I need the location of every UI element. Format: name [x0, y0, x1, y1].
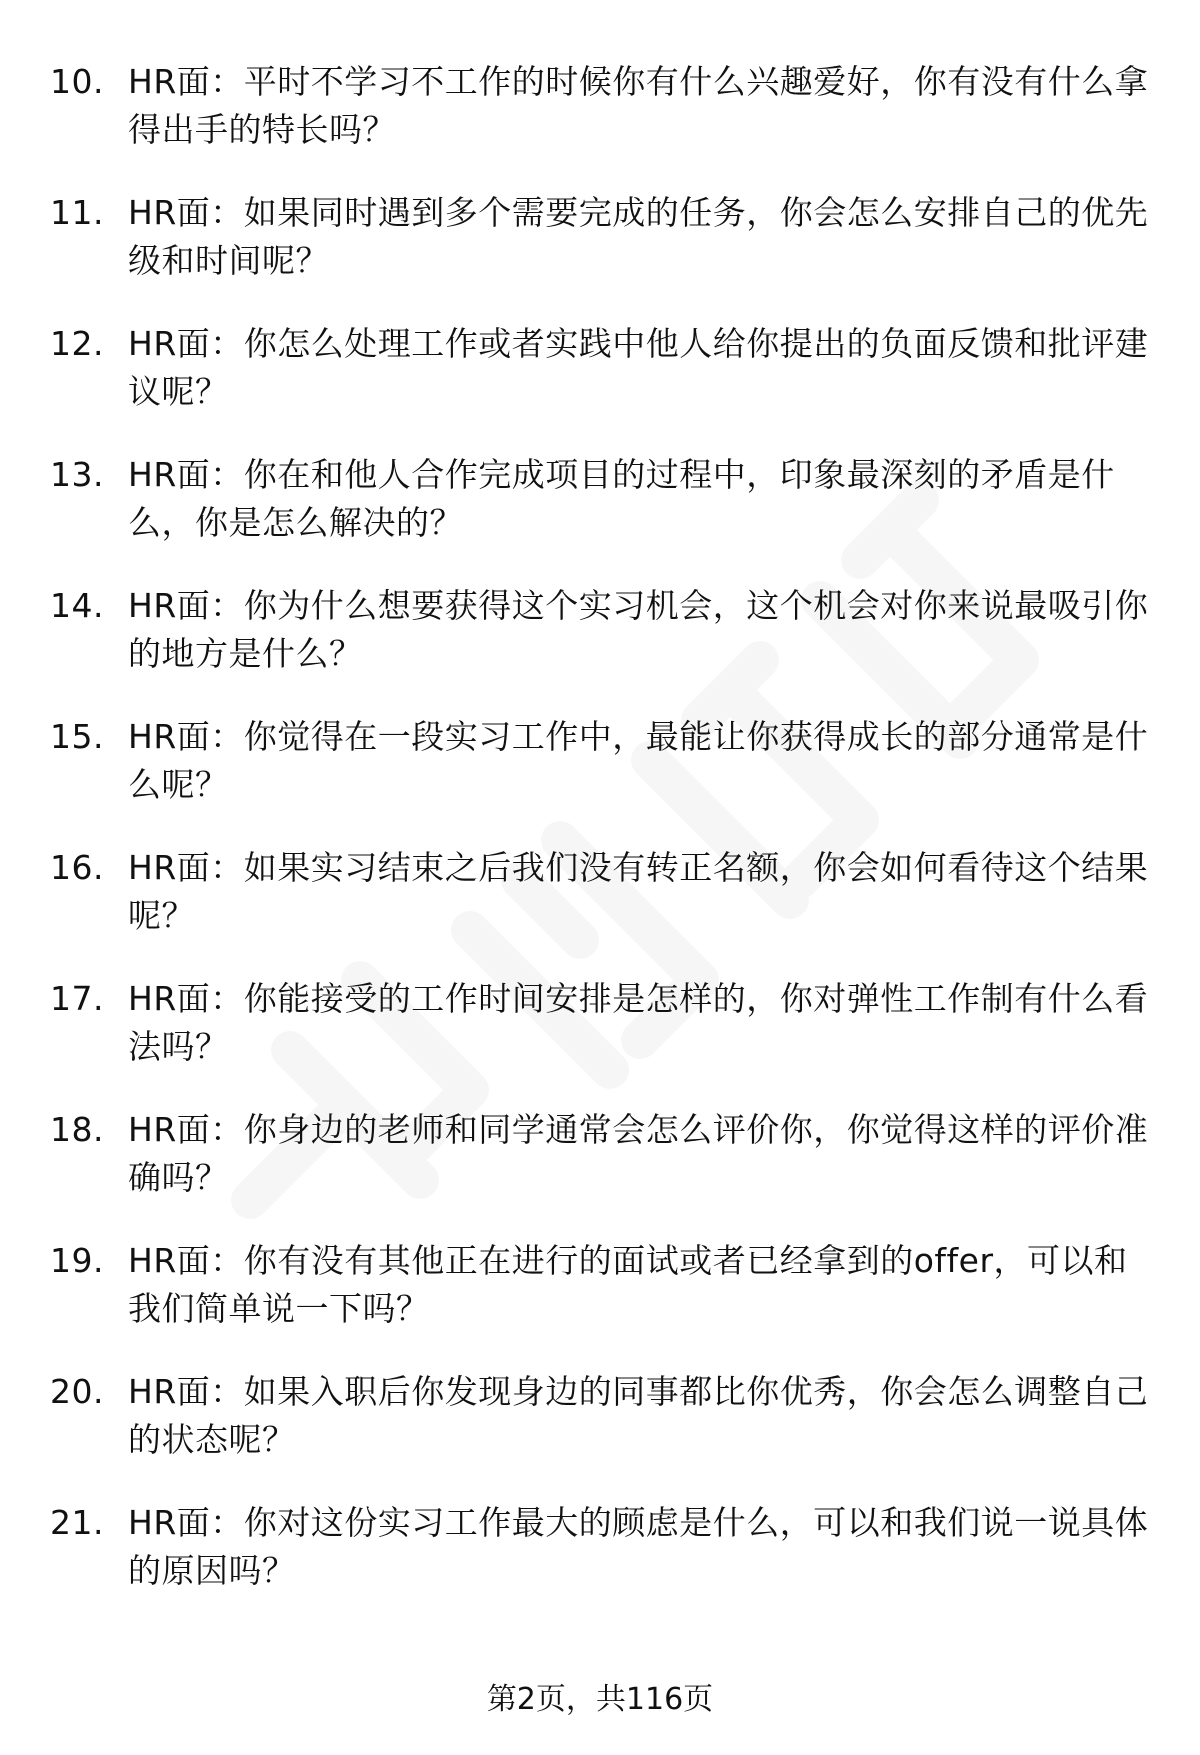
question-text: HR面：你在和他人合作完成项目的过程中，印象最深刻的矛盾是什么，你是怎么解决的？: [128, 455, 1115, 542]
question-item: [50, 844, 1160, 975]
question-text: HR面：如果入职后你发现身边的同事都比你优秀，你会怎么调整自己的状态呢？: [128, 1372, 1149, 1459]
question-item: [50, 1368, 1160, 1499]
question-item: [50, 189, 1160, 320]
question-number: 15.: [50, 717, 104, 756]
question-text: HR面：你有没有其他正在进行的面试或者已经拿到的offer，可以和我们简单说一下吗？: [128, 1241, 1128, 1328]
question-item: [50, 975, 1160, 1106]
question-number: 21.: [50, 1503, 104, 1542]
question-number: 13.: [50, 455, 104, 494]
question-item: [50, 713, 1160, 844]
question-text: HR面：你身边的老师和同学通常会怎么评价你，你觉得这样的评价准确吗？: [128, 1110, 1149, 1197]
question-number: 10.: [50, 62, 104, 101]
question-number: 17.: [50, 979, 104, 1018]
question-number: 18.: [50, 1110, 104, 1149]
question-number: 19.: [50, 1241, 104, 1280]
question-text: HR面：你怎么处理工作或者实践中他人给你提出的负面反馈和批评建议呢？: [128, 324, 1149, 411]
question-item: [50, 58, 1160, 189]
question-number: 12.: [50, 324, 104, 363]
question-item: [50, 1237, 1160, 1368]
question-text: HR面：平时不学习不工作的时候你有什么兴趣爱好，你有没有什么拿得出手的特长吗？: [128, 62, 1149, 149]
page-footer: 第2页，共116页: [486, 1682, 714, 1717]
question-text: HR面：如果同时遇到多个需要完成的任务，你会怎么安排自己的优先级和时间呢？: [128, 193, 1149, 280]
question-item: [50, 451, 1160, 582]
question-number: 14.: [50, 586, 104, 625]
question-number: 16.: [50, 848, 104, 887]
question-text: HR面：你觉得在一段实习工作中，最能让你获得成长的部分通常是什么呢？: [128, 717, 1149, 804]
question-text: HR面：你能接受的工作时间安排是怎样的，你对弹性工作制有什么看法吗？: [128, 979, 1149, 1066]
question-text: HR面：你为什么想要获得这个实习机会，这个机会对你来说最吸引你的地方是什么？: [128, 586, 1149, 673]
question-item: [50, 320, 1160, 451]
question-item: [50, 1106, 1160, 1237]
question-item: [50, 1499, 1160, 1630]
question-number: 20.: [50, 1372, 104, 1411]
question-number: 11.: [50, 193, 104, 232]
question-list: [50, 58, 1160, 1630]
question-text: HR面：你对这份实习工作最大的顾虑是什么，可以和我们说一说具体的原因吗？: [128, 1503, 1149, 1590]
question-item: [50, 582, 1160, 713]
question-text: HR面：如果实习结束之后我们没有转正名额，你会如何看待这个结果呢？: [128, 848, 1149, 935]
